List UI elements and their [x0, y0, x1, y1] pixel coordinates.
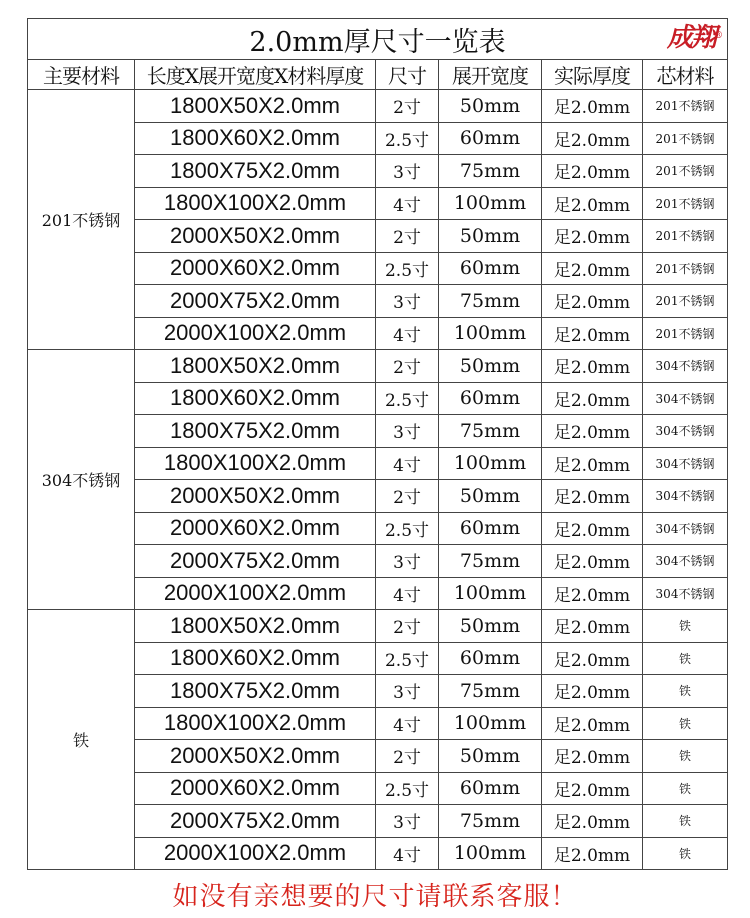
width-cell: 60mm: [439, 252, 542, 285]
thickness-cell: 足2.0mm: [542, 155, 643, 188]
width-cell: 60mm: [439, 512, 542, 545]
core-cell: 304不锈钢: [643, 447, 728, 480]
core-cell: 铁: [643, 610, 728, 643]
width-cell: 60mm: [439, 122, 542, 155]
thickness-cell: 足2.0mm: [542, 675, 643, 708]
core-cell: 201不锈钢: [643, 122, 728, 155]
size-cell: 2寸: [376, 610, 439, 643]
table-row: [28, 610, 728, 643]
thickness-cell: 足2.0mm: [542, 350, 643, 383]
width-cell: 100mm: [439, 577, 542, 610]
spec-cell: 2000X100X2.0mm: [135, 577, 376, 610]
spec-cell: 1800X100X2.0mm: [135, 447, 376, 480]
core-cell: 304不锈钢: [643, 545, 728, 578]
thickness-cell: 足2.0mm: [542, 740, 643, 773]
spec-cell: 1800X75X2.0mm: [135, 155, 376, 188]
core-cell: 304不锈钢: [643, 382, 728, 415]
size-cell: 2.5寸: [376, 122, 439, 155]
spec-cell: 1800X60X2.0mm: [135, 642, 376, 675]
spec-cell: 1800X50X2.0mm: [135, 610, 376, 643]
spec-cell: 2000X50X2.0mm: [135, 220, 376, 253]
core-cell: 铁: [643, 740, 728, 773]
core-cell: 201不锈钢: [643, 90, 728, 123]
brand-logo-text: 成翔: [666, 23, 715, 53]
width-cell: 75mm: [439, 155, 542, 188]
size-cell: 3寸: [376, 805, 439, 838]
width-cell: 60mm: [439, 642, 542, 675]
size-cell: 2寸: [376, 480, 439, 513]
spec-cell: 1800X50X2.0mm: [135, 90, 376, 123]
width-cell: 75mm: [439, 805, 542, 838]
width-cell: 100mm: [439, 187, 542, 220]
size-cell: 3寸: [376, 675, 439, 708]
thickness-cell: 足2.0mm: [542, 772, 643, 805]
core-cell: 304不锈钢: [643, 415, 728, 448]
size-cell: 3寸: [376, 545, 439, 578]
header-core: 芯材料: [643, 60, 728, 90]
spec-cell: 2000X75X2.0mm: [135, 545, 376, 578]
core-cell: 铁: [643, 837, 728, 870]
core-cell: 304不锈钢: [643, 480, 728, 513]
core-cell: 铁: [643, 675, 728, 708]
width-cell: 50mm: [439, 480, 542, 513]
material-cell: 201不锈钢: [28, 90, 135, 350]
header-row: [28, 60, 728, 90]
thickness-cell: 足2.0mm: [542, 545, 643, 578]
size-cell: 2.5寸: [376, 252, 439, 285]
size-cell: 3寸: [376, 155, 439, 188]
size-cell: 4寸: [376, 187, 439, 220]
size-cell: 4寸: [376, 317, 439, 350]
size-cell: 2.5寸: [376, 382, 439, 415]
width-cell: 50mm: [439, 220, 542, 253]
thickness-cell: 足2.0mm: [542, 447, 643, 480]
core-cell: 201不锈钢: [643, 220, 728, 253]
thickness-cell: 足2.0mm: [542, 512, 643, 545]
registered-mark-icon: ®: [714, 31, 723, 41]
core-cell: 201不锈钢: [643, 187, 728, 220]
header-width: 展开宽度: [439, 60, 542, 90]
width-cell: 60mm: [439, 382, 542, 415]
core-cell: 铁: [643, 772, 728, 805]
header-material: 主要材料: [28, 60, 135, 90]
table-row: [28, 90, 728, 123]
spec-cell: 2000X60X2.0mm: [135, 512, 376, 545]
thickness-cell: 足2.0mm: [542, 837, 643, 870]
core-cell: 铁: [643, 642, 728, 675]
spec-cell: 1800X75X2.0mm: [135, 415, 376, 448]
width-cell: 50mm: [439, 350, 542, 383]
spec-cell: 1800X75X2.0mm: [135, 675, 376, 708]
table-title: 2.0mm厚尺寸一览表: [249, 26, 506, 58]
size-cell: 2.5寸: [376, 512, 439, 545]
size-cell: 2寸: [376, 350, 439, 383]
spec-cell: 2000X75X2.0mm: [135, 285, 376, 318]
spec-cell: 2000X50X2.0mm: [135, 740, 376, 773]
size-cell: 2.5寸: [376, 642, 439, 675]
width-cell: 75mm: [439, 675, 542, 708]
spec-cell: 2000X50X2.0mm: [135, 480, 376, 513]
thickness-cell: 足2.0mm: [542, 285, 643, 318]
core-cell: 铁: [643, 805, 728, 838]
width-cell: 100mm: [439, 707, 542, 740]
spec-cell: 2000X60X2.0mm: [135, 772, 376, 805]
size-cell: 2.5寸: [376, 772, 439, 805]
size-table-sheet: [27, 18, 727, 870]
spec-cell: 1800X60X2.0mm: [135, 382, 376, 415]
spec-cell: 1800X50X2.0mm: [135, 350, 376, 383]
table-row: [28, 350, 728, 383]
width-cell: 75mm: [439, 545, 542, 578]
thickness-cell: 足2.0mm: [542, 90, 643, 123]
size-cell: 2寸: [376, 740, 439, 773]
core-cell: 铁: [643, 707, 728, 740]
spec-cell: 1800X100X2.0mm: [135, 187, 376, 220]
core-cell: 201不锈钢: [643, 155, 728, 188]
size-cell: 4寸: [376, 577, 439, 610]
width-cell: 50mm: [439, 90, 542, 123]
header-spec: 长度X展开宽度X材料厚度: [135, 60, 376, 90]
table-body: [28, 90, 728, 870]
thickness-cell: 足2.0mm: [542, 707, 643, 740]
core-cell: 201不锈钢: [643, 252, 728, 285]
width-cell: 75mm: [439, 285, 542, 318]
width-cell: 100mm: [439, 317, 542, 350]
spec-cell: 2000X60X2.0mm: [135, 252, 376, 285]
width-cell: 50mm: [439, 740, 542, 773]
spec-cell: 2000X75X2.0mm: [135, 805, 376, 838]
size-cell: 2寸: [376, 220, 439, 253]
thickness-cell: 足2.0mm: [542, 610, 643, 643]
width-cell: 100mm: [439, 837, 542, 870]
thickness-cell: 足2.0mm: [542, 382, 643, 415]
spec-cell: 1800X100X2.0mm: [135, 707, 376, 740]
thickness-cell: 足2.0mm: [542, 480, 643, 513]
size-cell: 4寸: [376, 837, 439, 870]
spec-cell: 2000X100X2.0mm: [135, 317, 376, 350]
thickness-cell: 足2.0mm: [542, 220, 643, 253]
spec-cell: 2000X100X2.0mm: [135, 837, 376, 870]
thickness-cell: 足2.0mm: [542, 187, 643, 220]
size-cell: 4寸: [376, 707, 439, 740]
thickness-cell: 足2.0mm: [542, 642, 643, 675]
thickness-cell: 足2.0mm: [542, 805, 643, 838]
table-title-cell: [28, 19, 728, 60]
size-cell: 3寸: [376, 285, 439, 318]
core-cell: 201不锈钢: [643, 317, 728, 350]
core-cell: 304不锈钢: [643, 512, 728, 545]
width-cell: 60mm: [439, 772, 542, 805]
thickness-cell: 足2.0mm: [542, 317, 643, 350]
material-cell: 铁: [28, 610, 135, 870]
material-cell: 304不锈钢: [28, 350, 135, 610]
width-cell: 50mm: [439, 610, 542, 643]
size-table: [27, 18, 728, 870]
size-cell: 4寸: [376, 447, 439, 480]
width-cell: 100mm: [439, 447, 542, 480]
width-cell: 75mm: [439, 415, 542, 448]
thickness-cell: 足2.0mm: [542, 122, 643, 155]
core-cell: 304不锈钢: [643, 350, 728, 383]
thickness-cell: 足2.0mm: [542, 415, 643, 448]
thickness-cell: 足2.0mm: [542, 252, 643, 285]
size-cell: 3寸: [376, 415, 439, 448]
core-cell: 201不锈钢: [643, 285, 728, 318]
size-cell: 2寸: [376, 90, 439, 123]
header-thickness: 实际厚度: [542, 60, 643, 90]
brand-logo: [661, 22, 721, 54]
core-cell: 304不锈钢: [643, 577, 728, 610]
contact-notice: 如没有亲想要的尺寸请联系客服！: [172, 882, 578, 912]
thickness-cell: 足2.0mm: [542, 577, 643, 610]
spec-cell: 1800X60X2.0mm: [135, 122, 376, 155]
header-size: 尺寸: [376, 60, 439, 90]
